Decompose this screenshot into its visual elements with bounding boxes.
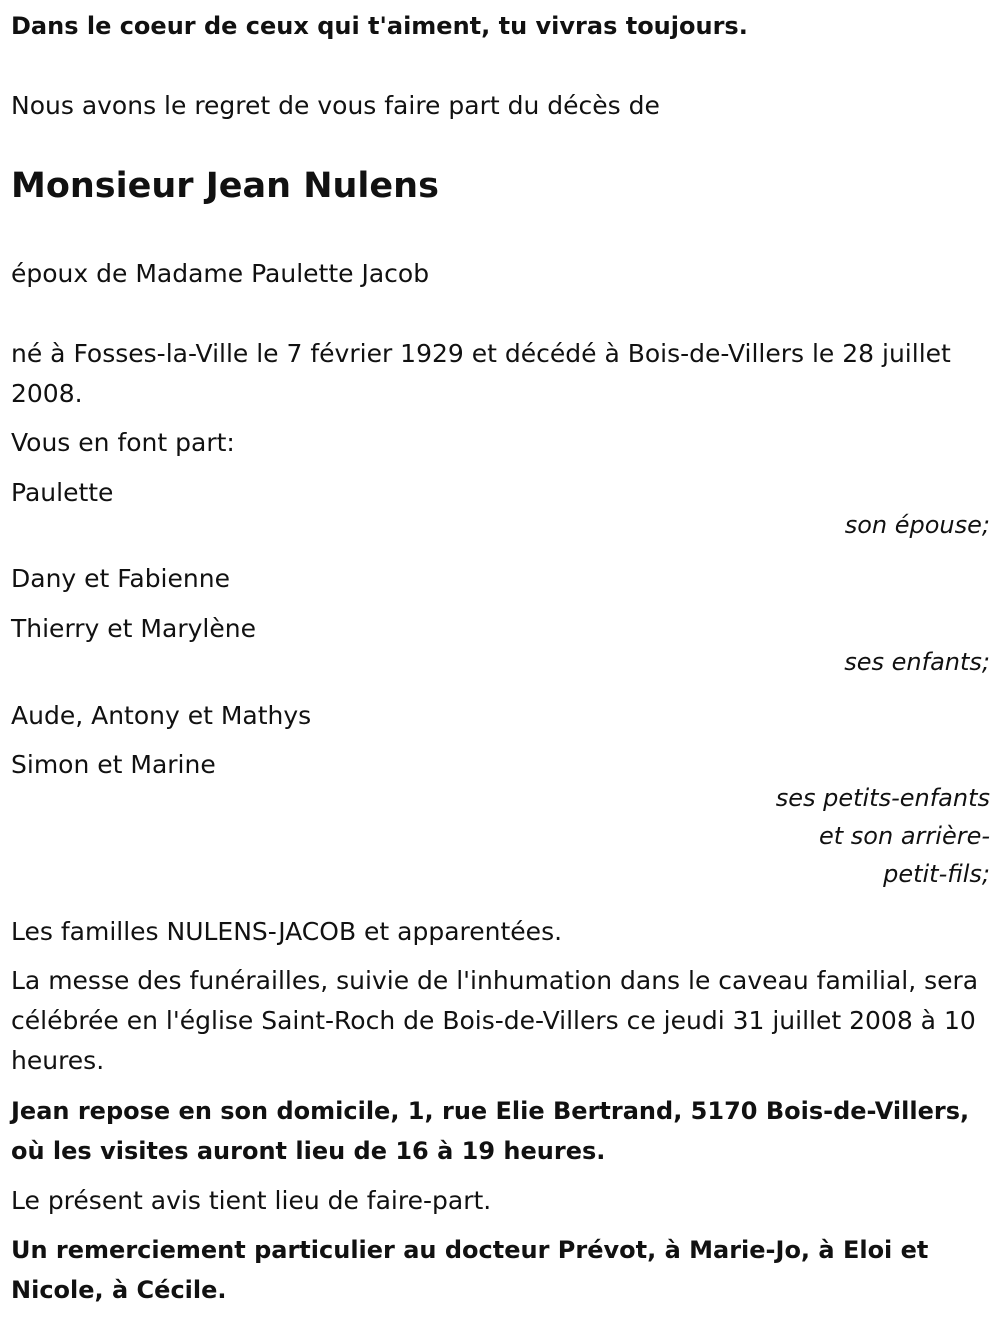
- family-grandchildren-relation: [776, 779, 990, 893]
- birth-death-text: né à Fosses-la-Ville le 7 février 1929 et décédé à Bois-de-Villers le 28 juillet 2008.: [11, 339, 951, 408]
- family-child-2: Thierry et Marylène: [11, 614, 256, 643]
- family-spouse-name: Paulette: [11, 478, 114, 507]
- family-children-relation: ses enfants;: [844, 648, 990, 676]
- visit-info-text: Jean repose en son domicile, 1, rue Elie Bertrand, 5170 Bois-de-Villers, où les visites auront lieu de 16 à 19 heures.: [11, 1097, 970, 1165]
- funeral-mass-text: La messe des funérailles, suivie de l'inhumation dans le caveau familial, sera célébrée en l'église Saint-Roch de Bois-de-Villers ce jeudi 31 juillet 2008 à 10 heures.: [11, 966, 979, 1075]
- family-child-1: Dany et Fabienne: [11, 564, 230, 593]
- intro-text: Nous avons le regret de vous faire part du décès de: [11, 91, 660, 120]
- deceased-name: Monsieur Jean Nulens: [11, 166, 439, 206]
- thanks-text: Un remerciement particulier au docteur Prévot, à Marie-Jo, à Eloi et Nicole, à Cécile.: [11, 1236, 929, 1304]
- family-grandchild-2: Simon et Marine: [11, 750, 216, 779]
- family-spouse-relation: son épouse;: [844, 511, 990, 539]
- grandchildren-relation-line-2: et son arrière-: [819, 822, 990, 850]
- grandchildren-relation-line-3: petit-fils;: [883, 860, 990, 888]
- spouse-of-text: époux de Madame Paulette Jacob: [11, 259, 430, 288]
- family-grandchild-1: Aude, Antony et Mathys: [11, 701, 312, 730]
- grandchildren-relation-line-1: ses petits-enfants: [775, 784, 990, 812]
- families-text: Les familles NULENS-JACOB et apparentées.: [11, 917, 563, 946]
- announce-text: Vous en font part:: [11, 428, 235, 457]
- motto: Dans le coeur de ceux qui t'aiment, tu vivras toujours.: [11, 12, 748, 40]
- notice-text: Le présent avis tient lieu de faire-part.: [11, 1186, 492, 1215]
